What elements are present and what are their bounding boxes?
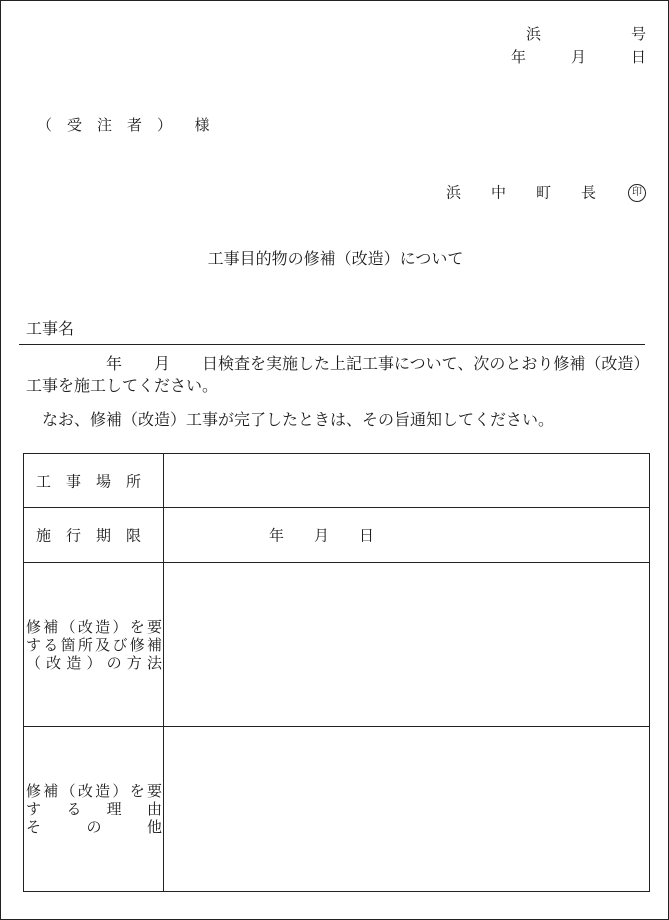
- method-label-char: 補: [43, 617, 59, 636]
- method-label-char: ）: [112, 617, 128, 636]
- method-label-char: 改: [46, 653, 62, 672]
- period-month: 月: [314, 526, 330, 545]
- method-label-char: 方: [126, 653, 142, 672]
- method-label-cell: [24, 563, 164, 727]
- reason-label-char: 改: [77, 782, 93, 800]
- method-label-char: び: [112, 635, 128, 654]
- reason-label-char: ）: [112, 782, 128, 800]
- method-label-char: 要: [146, 617, 162, 636]
- reason-label-line: [26, 818, 162, 836]
- project-name-underline: [19, 344, 645, 345]
- method-label-char: を: [129, 617, 145, 636]
- recipient: （ 受 注 者 ） 様: [37, 116, 210, 134]
- table-row-period: [24, 508, 650, 563]
- document-number: 浜 号: [525, 25, 646, 43]
- period-label-cell: [24, 508, 164, 563]
- reason-label-char: 造: [95, 782, 111, 800]
- method-label-line: [26, 636, 162, 654]
- period-value-cell[interactable]: [164, 508, 650, 563]
- body-paragraph: 年 月 日検査を実施した上記工事について、次のとおり修補（改造）工事を施工してください。: [26, 354, 642, 395]
- reason-label-char: る: [66, 800, 82, 818]
- reason-label-char: 由: [146, 800, 162, 818]
- table-row-method: [24, 563, 650, 727]
- method-label: [26, 618, 162, 672]
- reason-label-char: の: [86, 818, 102, 836]
- place-value-cell[interactable]: [164, 454, 650, 508]
- reason-label-char: 他: [146, 818, 162, 836]
- method-label-char: 造: [66, 653, 82, 672]
- method-label-line: [26, 654, 162, 672]
- reason-label-line: [26, 800, 162, 818]
- project-name-label: 工事名: [26, 319, 75, 338]
- place-label-cell: [24, 454, 164, 508]
- method-label-char: 補: [146, 635, 162, 654]
- form-table: [23, 453, 650, 892]
- table-row-reason: [24, 727, 650, 892]
- reason-label-char: を: [129, 782, 145, 800]
- issue-date: 年 月 日: [510, 48, 646, 66]
- method-label-char: 及: [95, 635, 111, 654]
- method-label-char: 箇: [60, 635, 76, 654]
- method-label-line: [26, 618, 162, 636]
- method-label-char: 修: [26, 617, 42, 636]
- method-label-char: 所: [77, 635, 93, 654]
- period-day: 日: [359, 526, 375, 545]
- period-label: 施行期限: [36, 526, 157, 545]
- sender: [446, 184, 646, 202]
- document-title: 工事目的物の修補（改造）について: [207, 249, 464, 268]
- sender-name: 浜 中 町 長: [445, 183, 626, 202]
- method-value-cell[interactable]: [164, 563, 650, 727]
- reason-label-char: そ: [26, 818, 42, 836]
- reason-label-char: 理: [106, 800, 122, 818]
- method-label-char: の: [106, 653, 122, 672]
- reason-label-line: [26, 782, 162, 800]
- method-label-char: （: [26, 653, 42, 672]
- method-label-char: 造: [95, 617, 111, 636]
- reason-label: [26, 782, 162, 836]
- method-label-char: ）: [86, 653, 102, 672]
- body-text: [26, 353, 648, 431]
- seal-icon: 印: [628, 184, 646, 202]
- body-paragraph: なお、修補（改造）工事が完了したときは、その旨通知してください。: [42, 410, 555, 429]
- method-label-char: 改: [77, 617, 93, 636]
- method-label-char: す: [26, 635, 42, 654]
- reason-value-cell[interactable]: [164, 727, 650, 892]
- period-date: [269, 525, 374, 546]
- reason-label-char: 修: [26, 782, 42, 800]
- reason-label-cell: [24, 727, 164, 892]
- reason-label-char: す: [26, 800, 42, 818]
- method-label-char: 修: [129, 635, 145, 654]
- reason-label-char: 補: [43, 782, 59, 800]
- method-label-char: （: [60, 617, 76, 636]
- place-label: 工事場所: [36, 472, 157, 490]
- reason-label-char: 要: [146, 782, 162, 800]
- method-label-char: 法: [146, 653, 162, 672]
- period-year: 年: [269, 526, 285, 545]
- method-label-char: る: [43, 635, 59, 654]
- table-row-place: [24, 454, 650, 508]
- reason-label-char: （: [60, 782, 76, 800]
